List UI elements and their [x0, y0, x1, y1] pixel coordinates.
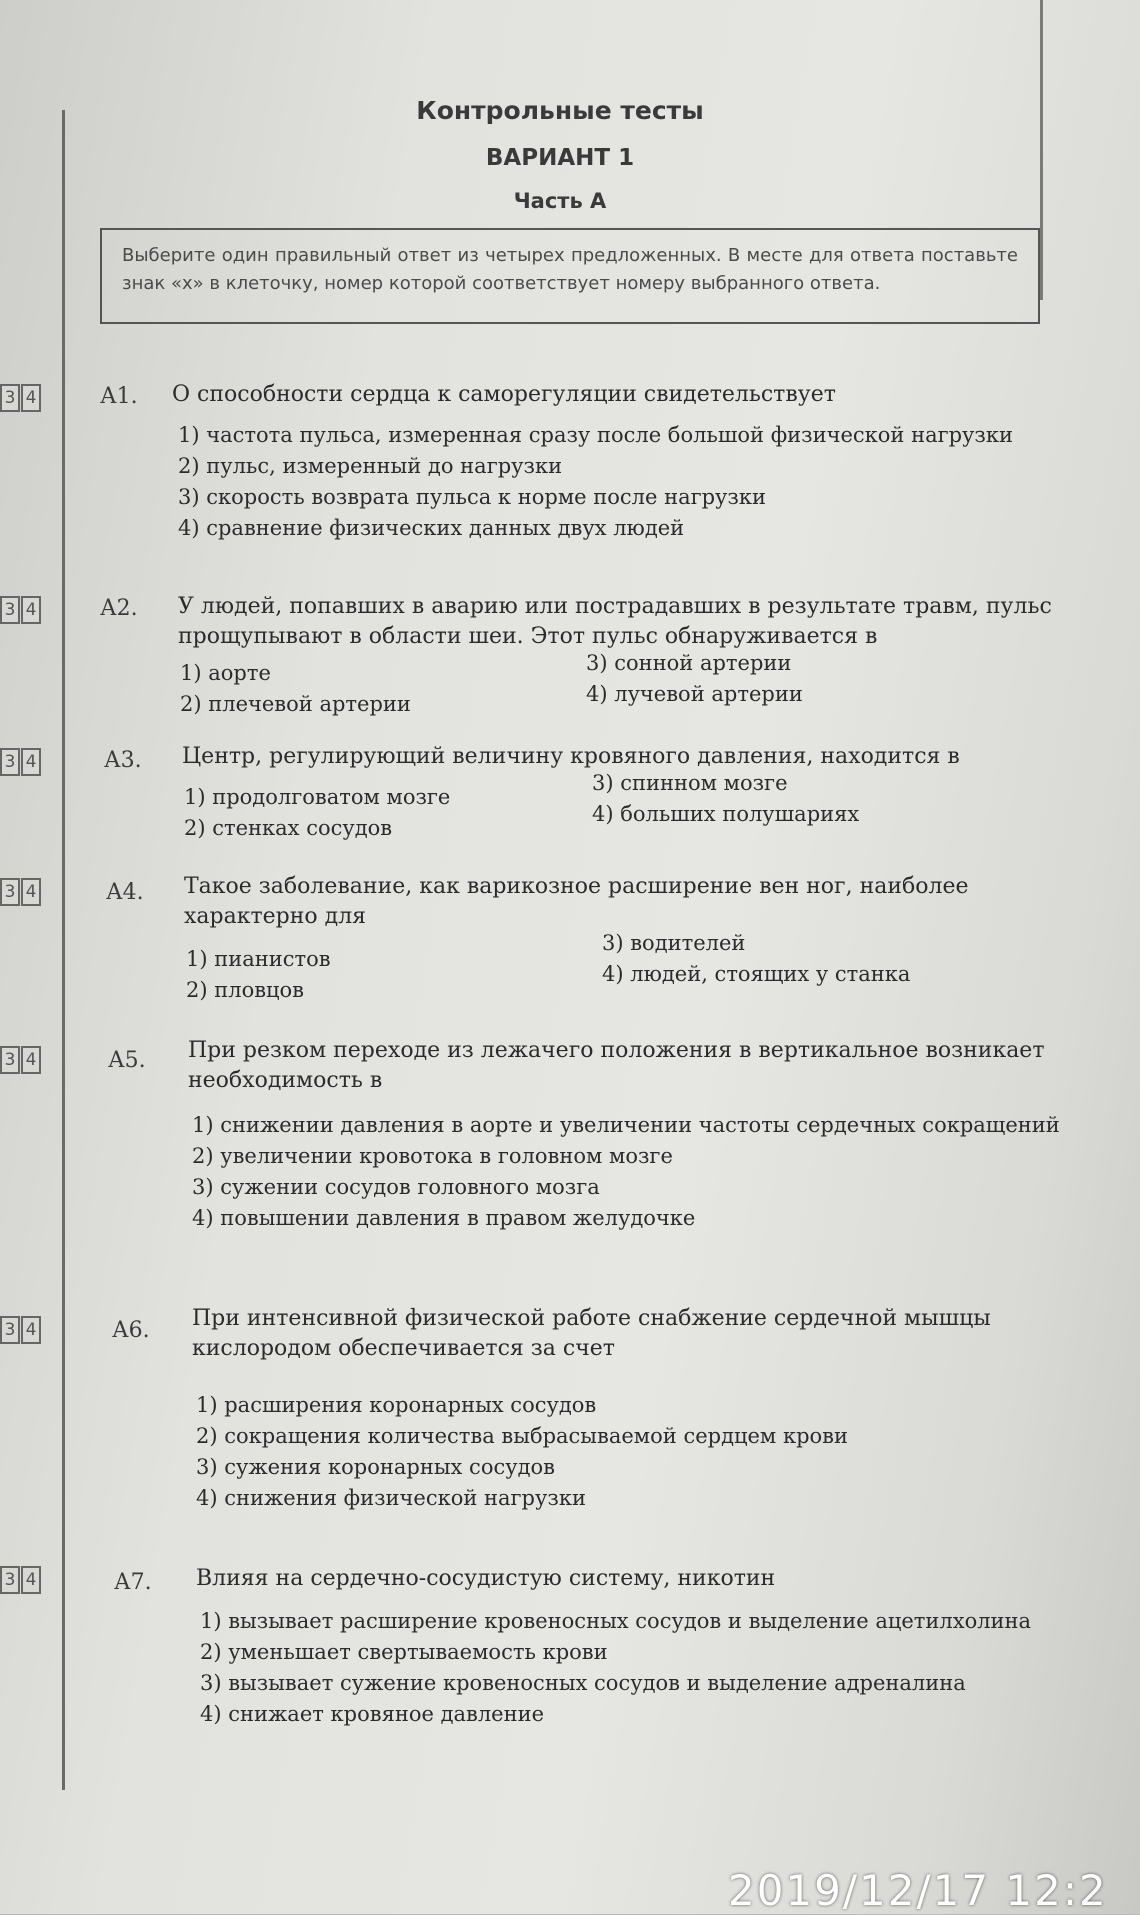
answer-box-3[interactable]: 3 — [0, 1566, 20, 1594]
photo-timestamp: 2019/12/17 12:2 — [728, 1866, 1108, 1915]
question-text: При интенсивной физической работе снабжение сердечной мышцы кислородом обеспечивается за счет — [192, 1306, 991, 1361]
question-number: А1. — [100, 384, 138, 409]
options-column-right — [586, 648, 803, 710]
option-2[interactable]: 2) уменьшает свертываемость крови — [200, 1640, 608, 1664]
answer-box-4[interactable]: 4 — [21, 748, 41, 776]
options-column-left — [180, 658, 411, 720]
options-column-right — [592, 768, 859, 830]
option-4[interactable]: 4) сравнение физических данных двух людей — [178, 516, 685, 540]
option-3[interactable]: 3) спинном мозге — [592, 771, 788, 795]
option-2[interactable]: 2) пловцов — [186, 978, 305, 1002]
answer-box-3[interactable]: 3 — [0, 1316, 20, 1344]
options-column-right — [602, 928, 910, 990]
page-title: Контрольные тесты — [416, 96, 704, 125]
option-3[interactable]: 3) сонной артерии — [586, 651, 792, 675]
answer-boxes[interactable] — [0, 384, 41, 412]
option-2[interactable]: 2) увеличении кровотока в головном мозге — [192, 1144, 673, 1168]
option-1[interactable]: 1) снижении давления в аорте и увеличении частоты сердечных сокращений — [192, 1113, 1060, 1137]
answer-box-3[interactable]: 3 — [0, 384, 20, 412]
header — [380, 96, 740, 213]
option-4[interactable]: 4) людей, стоящих у станка — [602, 962, 911, 986]
option-1[interactable]: 1) аорте — [180, 661, 271, 685]
options-list — [196, 1390, 1076, 1514]
option-4[interactable]: 4) повышении давления в правом желудочке — [192, 1206, 696, 1230]
option-1[interactable]: 1) вызывает расширение кровеносных сосудов и выделение ацетилхолина — [200, 1609, 1032, 1633]
variant-title: ВАРИАНТ 1 — [485, 145, 635, 171]
answer-box-4[interactable]: 4 — [21, 596, 41, 624]
options-list — [192, 1110, 1072, 1234]
answer-box-4[interactable]: 4 — [21, 1316, 41, 1344]
answer-box-4[interactable]: 4 — [21, 1046, 41, 1074]
question-text: У людей, попавших в аварию или пострадавших в результате травм, пульс прощупывают в области шеи. Этот пульс обнаруживается в — [178, 594, 1052, 649]
option-3[interactable]: 3) скорость возврата пульса к норме после нагрузки — [178, 485, 766, 509]
option-1[interactable]: 1) продолговатом мозге — [184, 785, 451, 809]
answer-box-3[interactable]: 3 — [0, 748, 20, 776]
question-text: О способности сердца к саморегуляции свидетельствует — [172, 382, 836, 407]
option-4[interactable]: 4) лучевой артерии — [586, 682, 803, 706]
option-2[interactable]: 2) стенках сосудов — [184, 816, 393, 840]
option-3[interactable]: 3) сужении сосудов головного мозга — [192, 1175, 600, 1199]
options-column-left — [184, 782, 450, 844]
question-number: А4. — [106, 880, 144, 905]
question-number: А7. — [114, 1570, 152, 1595]
page-edge — [1040, 0, 1043, 300]
answer-box-4[interactable]: 4 — [21, 1566, 41, 1594]
question-number: А5. — [108, 1048, 146, 1073]
answer-boxes[interactable] — [0, 878, 41, 906]
question-text: При резком переходе из лежачего положения в вертикальное возникает необходимость в — [188, 1038, 1045, 1093]
part-title: Часть А — [513, 189, 607, 213]
question-number: А6. — [112, 1318, 150, 1343]
options-list — [200, 1606, 1130, 1730]
options-list — [178, 420, 1058, 544]
answer-boxes[interactable] — [0, 1046, 41, 1074]
options-column-left — [186, 944, 331, 1006]
answer-boxes[interactable] — [0, 1316, 41, 1344]
option-3[interactable]: 3) водителей — [602, 931, 746, 955]
answer-box-3[interactable]: 3 — [0, 596, 20, 624]
question-text: Влияя на сердечно-сосудистую систему, никотин — [196, 1566, 776, 1591]
option-3[interactable]: 3) сужения коронарных сосудов — [196, 1455, 555, 1479]
instructions-box: Выберите один правильный ответ из четырех предложенных. В месте для ответа поставьте знак «х» в клеточку, номер которой соответствует номеру выбранного ответа. — [100, 228, 1040, 324]
answer-boxes[interactable] — [0, 1566, 41, 1594]
spine-line — [62, 110, 65, 1790]
option-1[interactable]: 1) пианистов — [186, 947, 331, 971]
option-4[interactable]: 4) снижения физической нагрузки — [196, 1486, 586, 1510]
answer-box-3[interactable]: 3 — [0, 1046, 20, 1074]
question-text: Такое заболевание, как варикозное расширение вен ног, наиболее характерно для — [184, 874, 969, 929]
answer-box-3[interactable]: 3 — [0, 878, 20, 906]
question-number: А2. — [100, 596, 138, 621]
answer-boxes[interactable] — [0, 748, 41, 776]
answer-box-4[interactable]: 4 — [21, 878, 41, 906]
option-1[interactable]: 1) расширения коронарных сосудов — [196, 1393, 597, 1417]
answer-boxes[interactable] — [0, 596, 41, 624]
option-3[interactable]: 3) вызывает сужение кровеносных сосудов и выделение адреналина — [200, 1671, 966, 1695]
option-2[interactable]: 2) пульс, измеренный до нагрузки — [178, 454, 563, 478]
question-text: Центр, регулирующий величину кровяного давления, находится в — [182, 744, 960, 769]
question-number: А3. — [104, 748, 142, 773]
answer-box-4[interactable]: 4 — [21, 384, 41, 412]
option-4[interactable]: 4) снижает кровяное давление — [200, 1702, 545, 1726]
option-4[interactable]: 4) больших полушариях — [592, 802, 860, 826]
option-1[interactable]: 1) частота пульса, измеренная сразу после большой физической нагрузки — [178, 423, 1013, 447]
option-2[interactable]: 2) сокращения количества выбрасываемой сердцем крови — [196, 1424, 848, 1448]
option-2[interactable]: 2) плечевой артерии — [180, 692, 411, 716]
